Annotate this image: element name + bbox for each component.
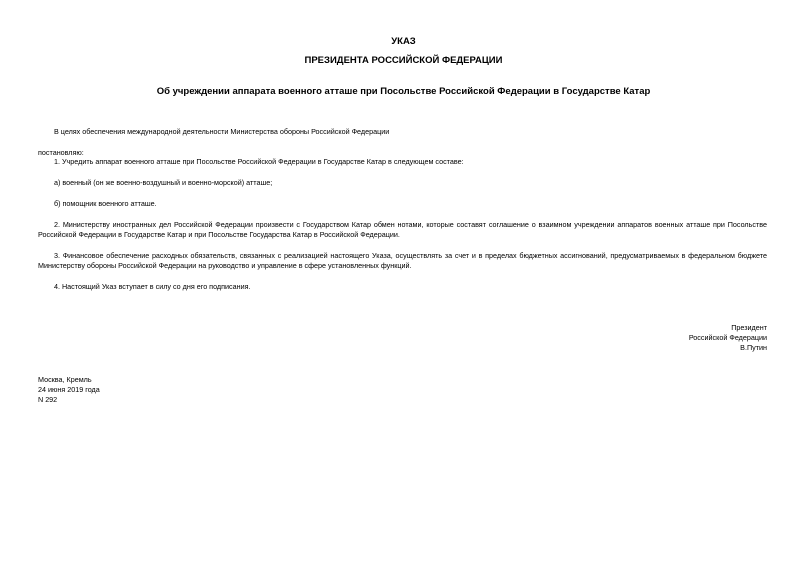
signing-date: 24 июня 2019 года [38,385,100,394]
decree-number: N 292 [38,395,58,404]
document-subject: Об учреждении аппарата военного атташе при Посольстве Российской Федерации в Государстве Катар [156,86,651,97]
item-4: 4. Настоящий Указ вступает в силу со дня его подписания. [54,282,251,291]
document-issuer: ПРЕЗИДЕНТА РОССИЙСКОЙ ФЕДЕРАЦИИ [304,55,503,66]
signing-place: Москва, Кремль [38,375,92,384]
signature-country: Российской Федерации [688,333,767,342]
item-1a: а) военный (он же военно-воздушный и военно-морской) атташе; [54,178,273,187]
preamble-text: В целях обеспечения международной деятельности Министерства обороны Российской Федерации [54,127,390,136]
signature-title: Президент [731,323,767,332]
item-1b: б) помощник военного атташе. [54,199,157,208]
item-2: 2. Министерству иностранных дел Российской Федерации произвести с Государством Катар обмен нотами, которые составят соглашение о взаимном учреждении аппаратов военных атташе при Посольстве Российской Федерации в Государстве Катар и при Посольстве Государства Катар в Российской Федерации. [38,220,767,239]
decree-word: постановляю: [38,148,84,157]
item-1: 1. Учредить аппарат военного атташе при Посольстве Российской Федерации в Государстве Катар в следующем составе: [54,157,464,166]
item-3: 3. Финансовое обеспечение расходных обязательств, связанных с реализацией настоящего Указа, осуществлять за счет и в пределах бюджетных ассигнований, предусматриваемых в федеральном бюджете Министерству обороны Российской Федерации на руководство и управление в сфере установленных функций. [38,251,767,270]
document-title: УКАЗ [391,36,416,47]
signature-name: В.Путин [740,343,767,352]
